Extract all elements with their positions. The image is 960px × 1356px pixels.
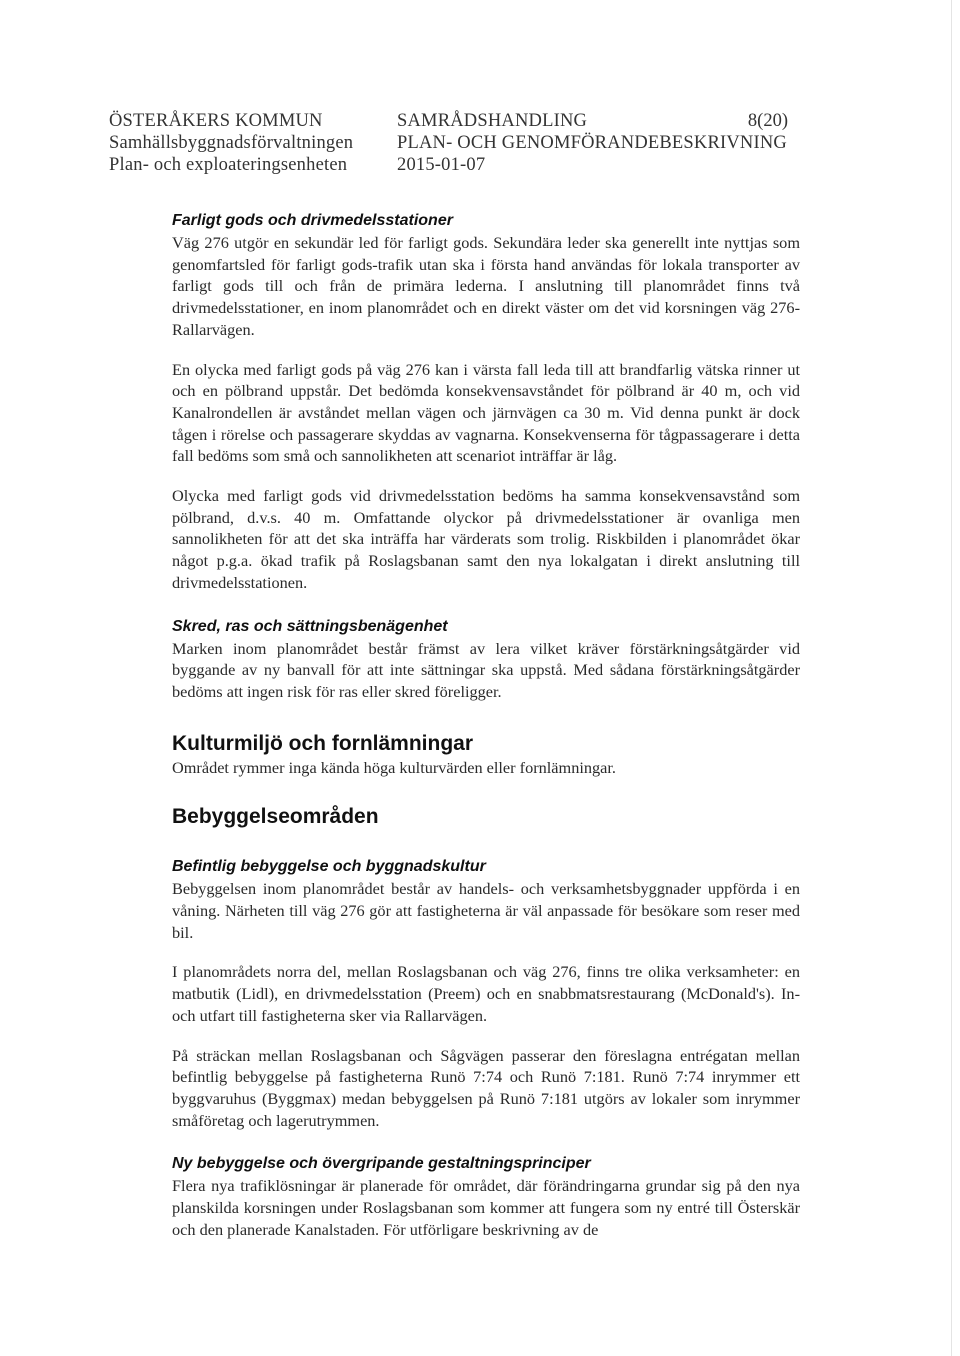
page-number: 8(20)	[747, 111, 788, 131]
paragraph: En olycka med farligt gods på väg 276 kan i värsta fall leda till att brandfarlig vätska rinner ut och en pölbrand uppstår. Det bedömda konsekvensavståndet för pölbrand är 40 m, och vid Kanalrondellen är avståndet mellan vägen och järnvägen ca 30 m. Vid denna punkt är dock tågen i rörelse och passagerare skyddas av vagnarna. Konsekvenserna för tågpassagerare i detta fall bedöms som små och sannolikheten att scenariot inträffar är låg.	[172, 359, 800, 466]
paragraph: Marken inom planområdet består främst av lera vilket kräver förstärkningsåtgärder vid byggande av ny banvall för att inte sättningar ska uppstå. Med sådana förstärkningsåtgärder bedöms att ingen risk för ras eller skred föreligger.	[172, 638, 800, 701]
header-document	[397, 110, 787, 176]
heading-bebyggelse: Bebyggelseområden	[172, 805, 379, 829]
heading-farligt-gods: Farligt gods och drivmedelsstationer	[172, 212, 453, 229]
page-edge	[951, 0, 952, 1356]
heading-kulturmiljo: Kulturmiljö och fornlämningar	[172, 731, 474, 755]
header-dept: Samhällsbyggnadsförvaltningen	[109, 133, 354, 153]
heading-skred: Skred, ras och sättningsbenägenhet	[172, 617, 448, 635]
paragraph: I planområdets norra del, mellan Roslagsbanan och väg 276, finns tre olika verksamheter: en matbutik (Lidl), en drivmedelsstation (Preem) och en snabbmatsrestaurang (McDonald's). In- och utfart till fastigheterna sker via Rallarvägen.	[172, 962, 800, 1025]
heading-befintlig-bebyggelse: Befintlig bebyggelse och byggnadskultur	[172, 858, 486, 876]
paragraph: Bebyggelsen inom planområdet består av handels- och verksamhetsbyggnader uppförda i en våning. Närheten till väg 276 gör att fastigheterna är väl anpassade för besökare som reser med bil.	[172, 879, 800, 942]
paragraph: Olycka med farligt gods vid drivmedelsstation bedöms ha samma konsekvensavstånd som pölbrand, d.v.s. 40 m. Omfattande olyckor på drivmedelsstationer är ovanliga men sannolikheten för att det ska inträffa har värderats som trolig. Riskbilden i planområdet ökar något p.g.a. ökad trafik på Roslagsbanan samt den nya lokalgatan i direkt anslutning till drivmedelsstationen.	[172, 486, 800, 592]
paragraph: På sträckan mellan Roslagsbanan och Sågvägen passerar den föreslagna entrégatan mellan befintlig bebyggelse på fastigheterna Runö 7:74 och Runö 7:181. Runö 7:74 inrymmer ett byggvaruhus (Byggmax) medan bebyggelsen på Runö 7:181 utgörs av lokaler som inrymmer småföretag och lagerutrymmen.	[172, 1045, 800, 1130]
header-unit: Plan- och exploateringsenheten	[109, 155, 348, 175]
header-organization	[109, 110, 353, 176]
header-doc-type: SAMRÅDSHANDLING	[397, 111, 588, 131]
paragraph: Väg 276 utgör en sekundär led för farligt gods. Sekundära leder ska generellt inte nyttjas som genomfartsled för farligt gods-trafik utan ska i första hand användas för lokala transporter av farligt gods till och från de primära lederna. I anslutning till planområdet finns två drivmedelsstationer, en inom planområdet och en direkt väster om det vid korsningen väg 276-Rallarvägen.	[172, 233, 800, 339]
header-org: ÖSTERÅKERS KOMMUN	[109, 111, 323, 131]
header-date: 2015-01-07	[397, 155, 486, 175]
heading-ny-bebyggelse: Ny bebyggelse och övergripande gestaltningsprinciper	[172, 1155, 591, 1173]
header-doc-title: PLAN- OCH GENOMFÖRANDEBESKRIVNING	[397, 133, 787, 153]
paragraph: Området rymmer inga kända höga kulturvärden eller fornlämningar.	[172, 757, 616, 777]
paragraph: Flera nya trafiklösningar är planerade för området, där förändringarna grundar sig på den nya planskilda korsningen under Roslagsbanan som kommer att fungera som ny entré till Österskär och den planerade Kanalstaden. För utförligare beskrivning av de	[172, 1176, 800, 1239]
document-body	[172, 210, 800, 1241]
